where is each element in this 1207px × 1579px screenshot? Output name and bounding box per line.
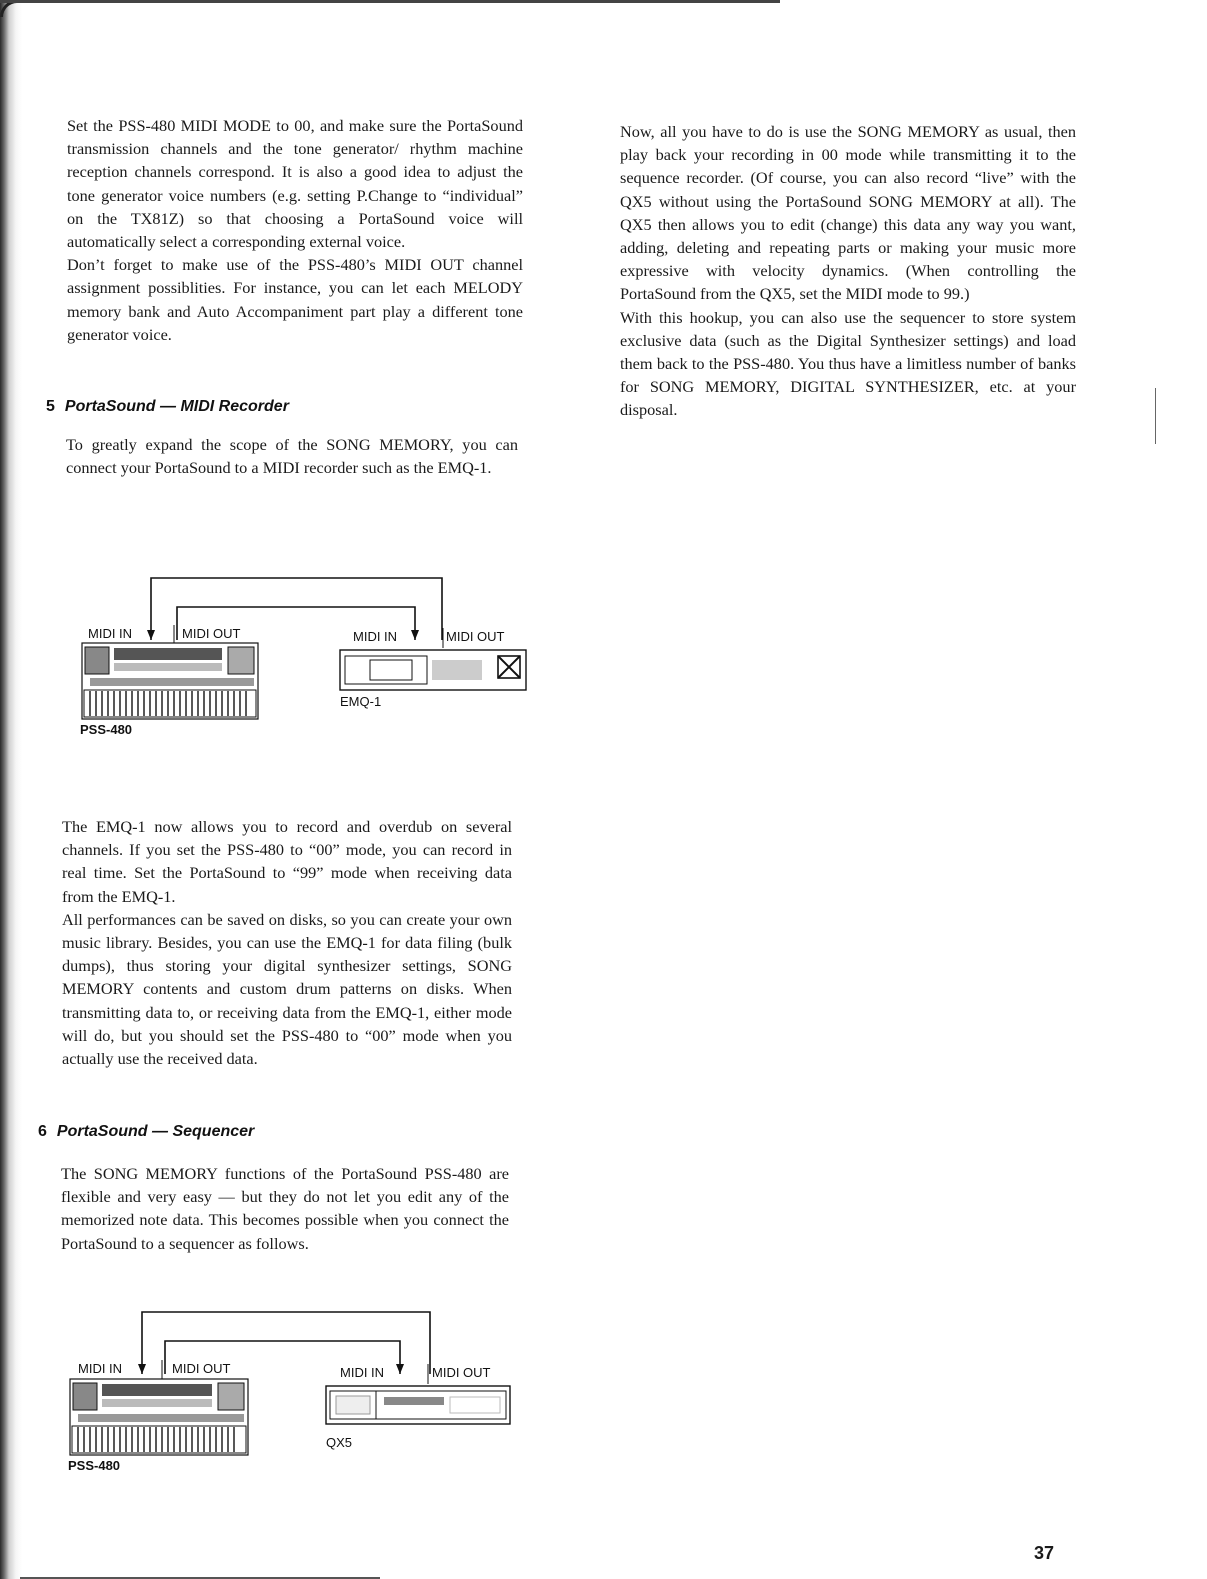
section-6-title: PortaSound — Sequencer xyxy=(56,1123,255,1140)
section-5-heading xyxy=(46,398,289,416)
qx5-illustration xyxy=(326,1386,510,1424)
left-paragraph-1: Set the PSS-480 MIDI MODE to 00, and make sure the PortaSound transmission channels and the tone generator/ rhythm machine reception channels correspond. It is also a good idea to adjust the tone generator voice numbers (e.g. setting P.Change to “individual” on the TX81Z) so that choosing a PortaSound voice will automatically select a corresponding external voice. xyxy=(67,116,523,252)
arrow-right-in xyxy=(411,630,419,640)
arrow-right-in xyxy=(396,1364,404,1374)
middle-text xyxy=(62,815,512,1070)
section-6-number: 6 xyxy=(38,1123,47,1140)
section-5-title: PortaSound — MIDI Recorder xyxy=(64,398,289,415)
scan-edge-left xyxy=(0,0,22,1579)
section-6-paragraph: The SONG MEMORY functions of the PortaSound PSS-480 are flexible and very easy — but they do not let you edit any of the memorized note data. This becomes possible when you connect the PortaSound to a sequencer as follows. xyxy=(61,1164,509,1253)
left-paragraph-2: Don’t forget to make use of the PSS-480’s MIDI OUT channel assignment possiblities. For instance, you can let each MELODY memory bank and Auto Accompaniment part play a different tone generator voice. xyxy=(67,255,523,344)
d2-left-in-label: MIDI IN xyxy=(78,1361,123,1376)
d1-emq1-label: EMQ-1 xyxy=(340,694,382,709)
diagram-qx5-hookup xyxy=(60,1304,530,1479)
d2-qx5-label: QX5 xyxy=(326,1435,353,1450)
d1-left-in-label: MIDI IN xyxy=(88,626,133,641)
section-5-number: 5 xyxy=(46,398,55,415)
d1-right-in-label: MIDI IN xyxy=(353,629,398,644)
d2-right-in-label: MIDI IN xyxy=(340,1365,385,1380)
d2-left-out-label: MIDI OUT xyxy=(172,1361,231,1376)
middle-paragraph-2: All performances can be saved on disks, so you can create your own music library. Besides, you can use the EMQ-1 for data filing (bulk dumps), thus storing your digital synthesizer settings, SONG MEMORY contents and custom drum patterns on disks. When transmitting data to, or receiving data from the EMQ-1, either mode will do, but you should set the PSS-480 to “00” mode when you actually use the received data. xyxy=(62,909,512,1069)
section-5-body xyxy=(66,433,518,479)
pss480-keyboard-illustration xyxy=(82,643,258,719)
margin-mark xyxy=(1155,388,1156,444)
section-5-paragraph: To greatly expand the scope of the SONG MEMORY, you can connect your PortaSound to a MIDI recorder such as the EMQ-1. xyxy=(66,435,518,478)
scan-edge-top xyxy=(0,0,780,3)
diagram-emq1-hookup xyxy=(70,570,540,745)
middle-paragraph-1: The EMQ-1 now allows you to record and overdub on several channels. If you set the PSS-480 to “00” mode, you can record in real time. Set the PortaSound to “99” mode when receiving data from the EMQ-1. xyxy=(62,817,512,906)
left-column-text xyxy=(67,114,523,346)
d1-pss480-label: PSS-480 xyxy=(80,722,133,737)
section-6-body xyxy=(61,1162,509,1255)
arrow-left-in xyxy=(147,630,155,640)
right-column-text xyxy=(620,120,1076,422)
right-paragraph-1: Now, all you have to do is use the SONG MEMORY as usual, then play back your recording in 00 mode while transmitting it to the sequence recorder. (Of course, you can also record “live” with the QX5 without using the PortaSound SONG MEMORY at all). The QX5 then allows you to edit (change) this data any way you want, adding, deleting and repeating parts or making your music more expressive with velocity dynamics. (When controlling the PortaSound from the QX5, set the MIDI mode to 99.) xyxy=(620,122,1076,304)
arrow-left-in xyxy=(138,1364,146,1374)
section-6-heading xyxy=(38,1123,254,1141)
emq1-illustration xyxy=(340,650,526,690)
d2-pss480-label: PSS-480 xyxy=(68,1458,121,1473)
d2-right-out-label: MIDI OUT xyxy=(432,1365,491,1380)
d1-right-out-label: MIDI OUT xyxy=(446,629,505,644)
page-number: 37 xyxy=(1034,1543,1055,1563)
right-paragraph-2: With this hookup, you can also use the sequencer to store system exclusive data (such as the Digital Synthesizer settings) and load them back to the PSS-480. You thus have a limitless number of banks for SONG MEMORY, DIGITAL SYNTHESIZER, etc. at your disposal. xyxy=(620,307,1076,420)
pss480-keyboard-illustration xyxy=(70,1379,248,1455)
d1-left-out-label: MIDI OUT xyxy=(182,626,241,641)
